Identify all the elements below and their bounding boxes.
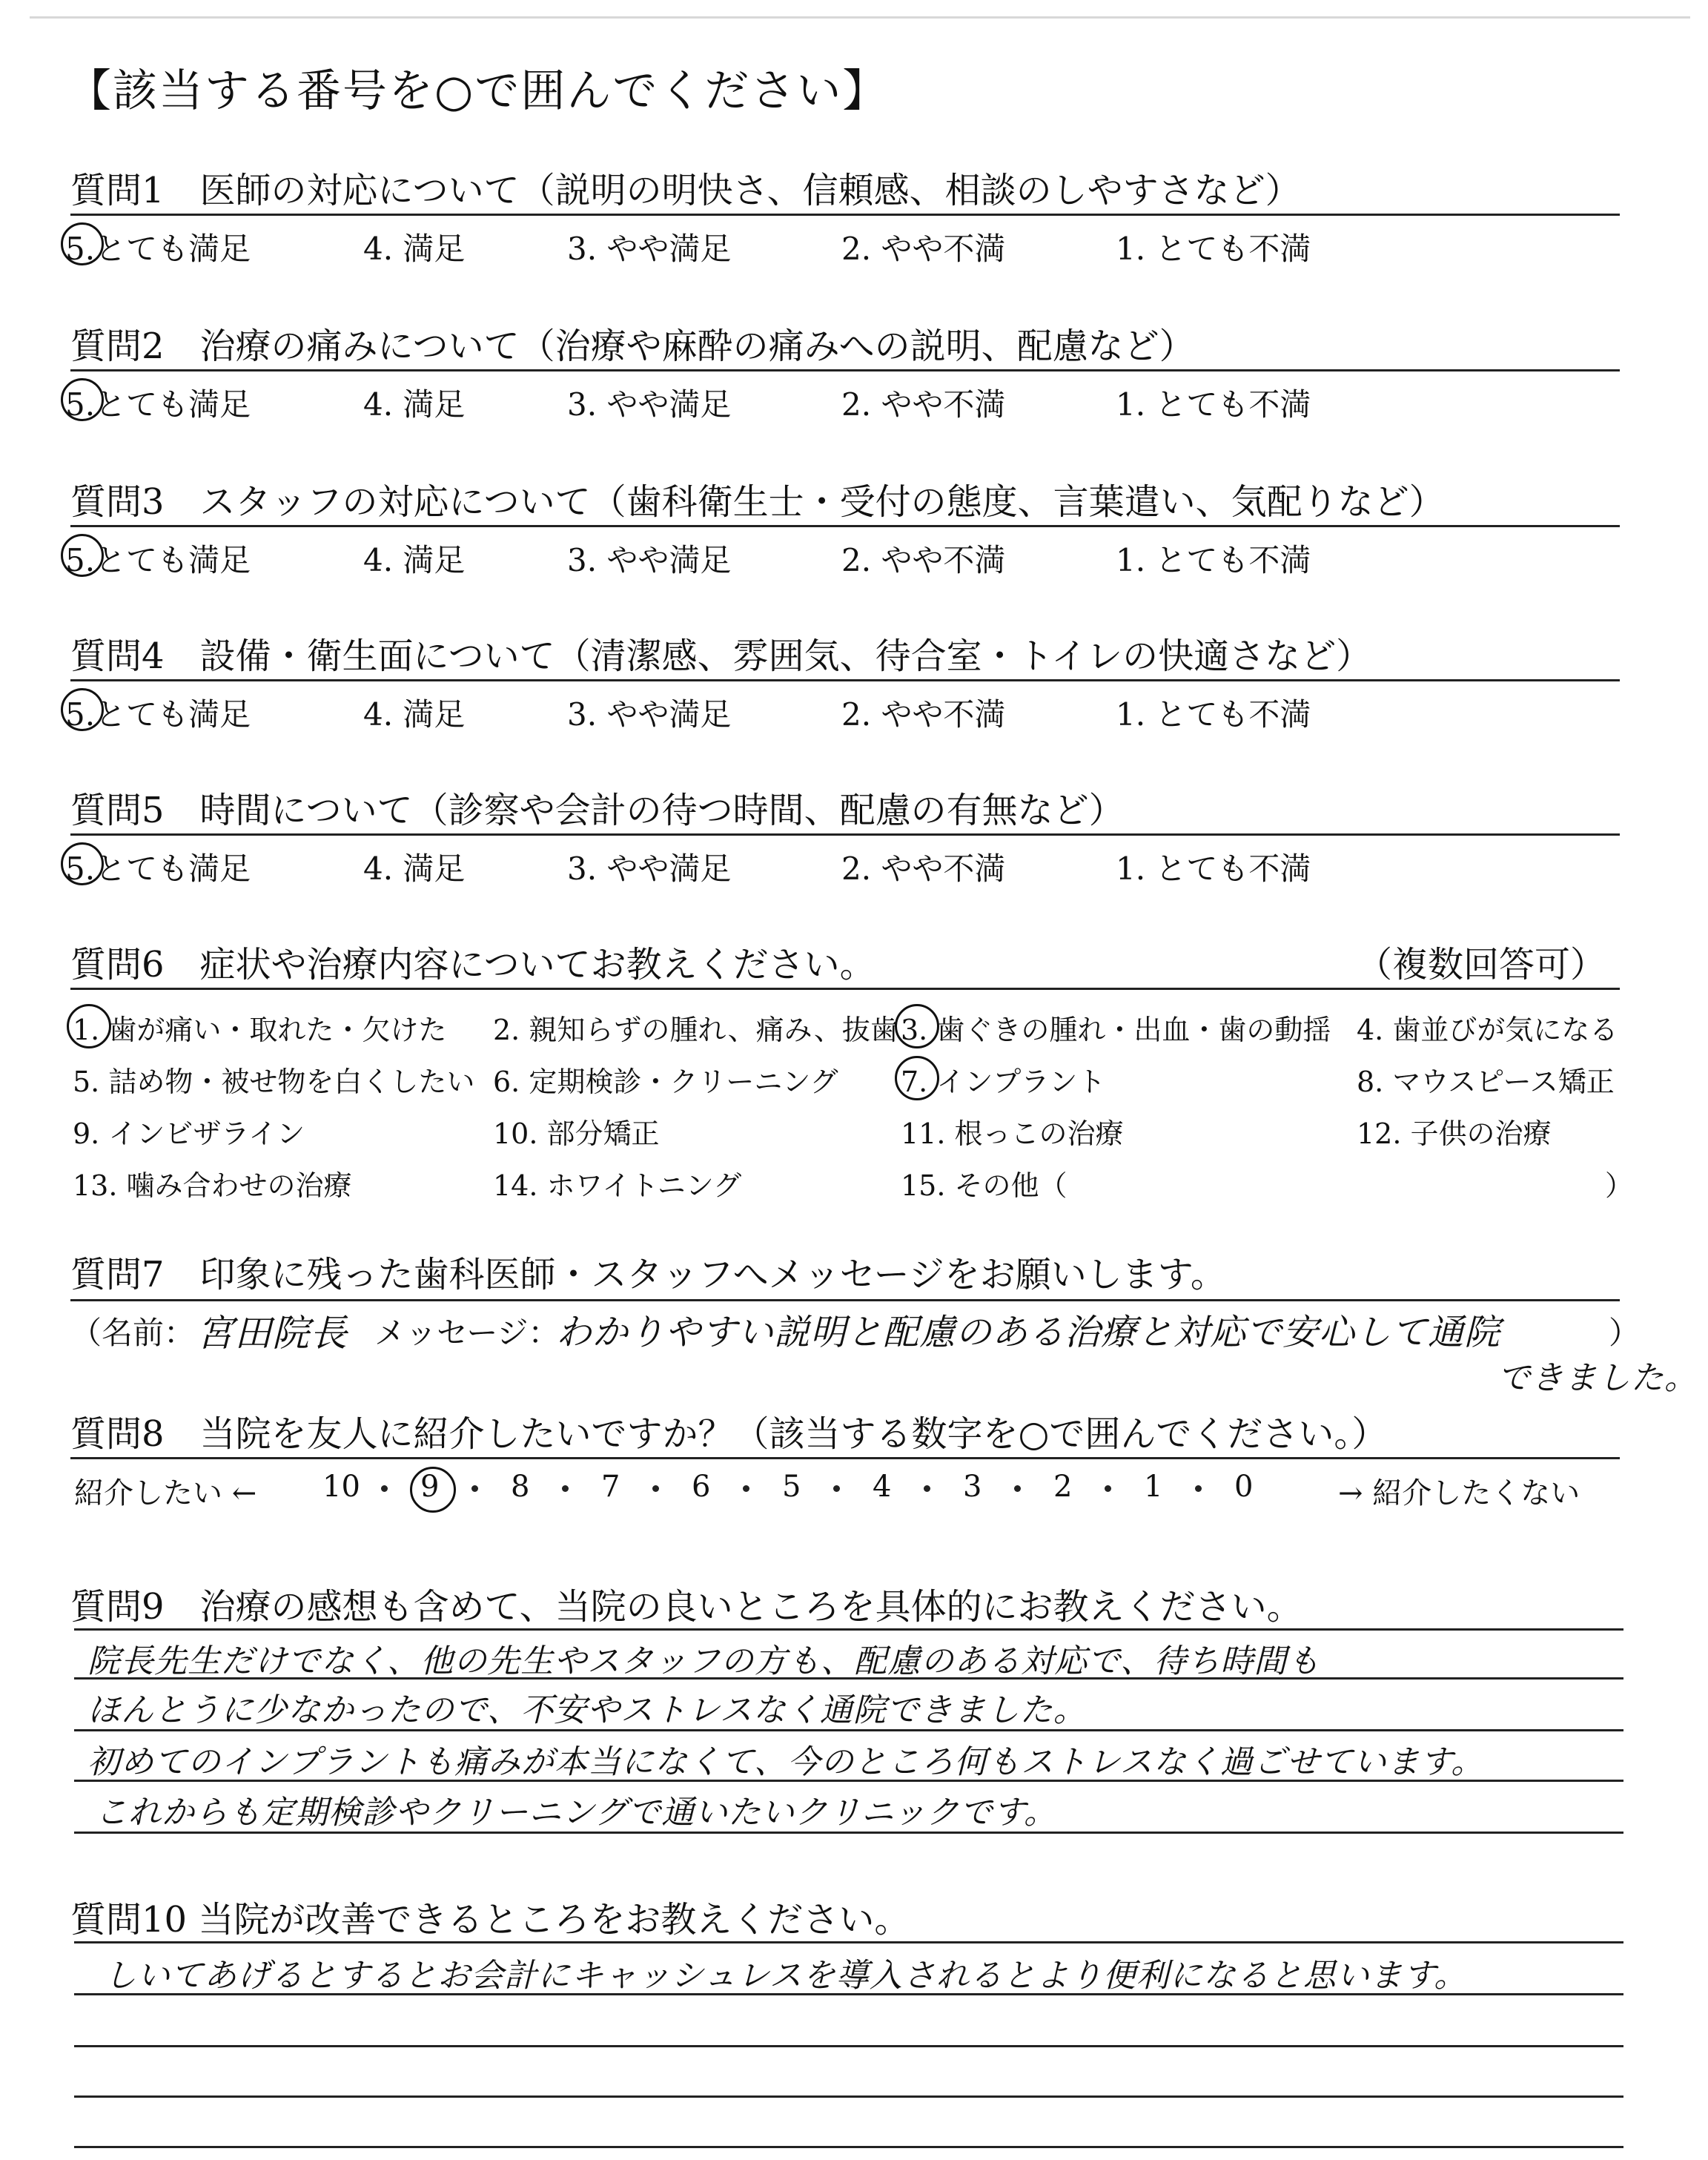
q3-title: 質問3 スタッフの対応について（歯科衛生士・受付の態度、言葉遣い、気配りなど）	[70, 481, 1445, 523]
q2-title: 質問2 治療の痛みについて（治療や麻酔の痛みへの説明、配慮など）	[70, 326, 1195, 367]
q10-answer-line: しいてあげるとするとお会計にキャッシュレスを導入されるとより便利になると思います。	[104, 1957, 1468, 1995]
q7-name-value: 宮田院長	[196, 1312, 348, 1355]
q6-option-6[interactable]: 6. 定期検診・クリーニング	[493, 1066, 838, 1098]
q8-scale-dot	[652, 1485, 659, 1492]
q5-selection-circle	[61, 842, 104, 885]
q8-scale-dot	[743, 1485, 749, 1492]
q6-option-1[interactable]: 1. 歯が痛い・取れた・欠けた	[73, 1014, 447, 1046]
form-header: 【該当する番号を○で囲んでください】	[67, 65, 889, 117]
q4-option-3[interactable]: 3. やや満足	[567, 696, 732, 733]
q9-answer-line: 初めてのインプラントも痛みが本当になくて、今のところ何もストレスなく過ごせています。	[87, 1743, 1485, 1781]
q8-left-label: 紹介したい ←	[74, 1476, 257, 1510]
q8-scale-6[interactable]: 6	[692, 1470, 711, 1504]
q10-rule	[74, 2146, 1623, 2148]
q8-scale-9[interactable]: 9	[420, 1470, 440, 1504]
q8-scale-7[interactable]: 7	[601, 1470, 620, 1504]
q5-option-2[interactable]: 2. やや不満	[841, 851, 1006, 887]
q8-scale-3[interactable]: 3	[963, 1470, 982, 1504]
q3-rule	[70, 525, 1620, 527]
q5-option-5[interactable]: 5.とても満足	[65, 851, 251, 887]
q4-option-2[interactable]: 2. やや不満	[841, 696, 1006, 733]
q4-title: 質問4 設備・衛生面について（清潔感、雰囲気、待合室・トイレの快適さなど）	[70, 635, 1372, 677]
q5-rule	[70, 833, 1620, 836]
q8-scale-1[interactable]: 1	[1144, 1470, 1163, 1504]
q9-title: 質問9 治療の感想も含めて、当院の良いところを具体的にお教えください。	[70, 1586, 1302, 1628]
q8-scale-dot	[924, 1485, 930, 1492]
q10-rule	[74, 2095, 1623, 2098]
q9-answer-line: これからも定期検診やクリーニングで通いたいクリニックです。	[95, 1794, 1057, 1832]
q2-option-1[interactable]: 1. とても不満	[1116, 386, 1311, 423]
q6-option-10[interactable]: 10. 部分矯正	[493, 1117, 660, 1150]
q6-selection-circle	[895, 1056, 939, 1100]
q6-note: （複数回答可）	[1357, 944, 1606, 985]
q9-answer-line: ほんとうに少なかったので、不安やストレスなく通院できました。	[87, 1691, 1087, 1729]
q10-rule	[74, 2045, 1623, 2047]
q8-scale-8[interactable]: 8	[511, 1470, 530, 1504]
q8-scale-0[interactable]: 0	[1234, 1470, 1254, 1504]
q8-scale-dot	[381, 1485, 388, 1492]
q10-rule	[74, 1941, 1623, 1943]
q4-option-5[interactable]: 5.とても満足	[65, 696, 251, 733]
q2-option-5[interactable]: 5.とても満足	[65, 386, 251, 423]
q1-option-1[interactable]: 1. とても不満	[1116, 231, 1311, 267]
q8-selection-circle	[410, 1467, 456, 1513]
q5-option-1[interactable]: 1. とても不満	[1116, 851, 1311, 887]
q7-title: 質問7 印象に残った歯科医師・スタッフへメッセージをお願いします。	[70, 1254, 1226, 1295]
q6-option-9[interactable]: 9. インビザライン	[73, 1117, 305, 1150]
q6-selection-circle	[895, 1004, 939, 1048]
q6-other-close: ）	[1605, 1169, 1634, 1202]
q1-title: 質問1 医師の対応について（説明の明快さ、信頼感、相談のしやすさなど）	[70, 170, 1301, 211]
q1-option-2[interactable]: 2. やや不満	[841, 231, 1006, 267]
q10-title: 質問10 当院が改善できるところをお教えください。	[70, 1899, 910, 1941]
q8-title: 質問8 当院を友人に紹介したいですか？（該当する数字を○で囲んでください。）	[70, 1413, 1388, 1455]
q1-option-4[interactable]: 4. 満足	[363, 231, 466, 267]
q7-close: ）	[1609, 1315, 1641, 1351]
q6-option-11[interactable]: 11. 根っこの治療	[901, 1117, 1124, 1150]
q6-option-5[interactable]: 5. 詰め物・被せ物を白くしたい	[73, 1066, 475, 1098]
q9-answer-line: 院長先生だけでなく、他の先生やスタッフの方も、配慮のある対応で、待ち時間も	[87, 1642, 1321, 1680]
q2-selection-circle	[61, 378, 104, 421]
q5-option-4[interactable]: 4. 満足	[363, 851, 466, 887]
q6-option-8[interactable]: 8. マウスピース矯正	[1357, 1066, 1615, 1098]
q2-option-3[interactable]: 3. やや満足	[567, 386, 732, 423]
q6-option-3[interactable]: 3. 歯ぐきの腫れ・出血・歯の動揺	[901, 1014, 1331, 1046]
q6-option-2[interactable]: 2. 親知らずの腫れ、痛み、抜歯	[493, 1014, 898, 1046]
q7-name-label: （名前：	[70, 1315, 196, 1351]
q6-option-13[interactable]: 13. 噛み合わせの治療	[73, 1169, 352, 1202]
q4-selection-circle	[61, 688, 104, 731]
q8-right-label: → 紹介したくない	[1338, 1476, 1580, 1510]
q2-option-2[interactable]: 2. やや不満	[841, 386, 1006, 423]
q6-rule	[70, 988, 1620, 990]
q7-message-label: メッセージ：	[374, 1315, 560, 1351]
q8-scale-dot	[562, 1485, 569, 1492]
q3-option-2[interactable]: 2. やや不満	[841, 542, 1006, 578]
q8-scale-5[interactable]: 5	[782, 1470, 801, 1504]
q8-scale-dot	[471, 1485, 478, 1492]
q6-option-12[interactable]: 12. 子供の治療	[1357, 1117, 1552, 1150]
q4-option-1[interactable]: 1. とても不満	[1116, 696, 1311, 733]
q6-option-15[interactable]: 15. その他（	[901, 1169, 1068, 1202]
top-border	[30, 16, 1690, 19]
q8-scale-4[interactable]: 4	[873, 1470, 892, 1504]
q3-option-5[interactable]: 5.とても満足	[65, 542, 251, 578]
q1-rule	[70, 214, 1620, 216]
q6-option-4[interactable]: 4. 歯並びが気になる	[1357, 1014, 1618, 1046]
q4-rule	[70, 679, 1620, 681]
q8-scale-dot	[1195, 1485, 1202, 1492]
q1-option-5[interactable]: 5.とても満足	[65, 231, 251, 267]
q1-option-3[interactable]: 3. やや満足	[567, 231, 732, 267]
q3-option-4[interactable]: 4. 満足	[363, 542, 466, 578]
q3-option-1[interactable]: 1. とても不満	[1116, 542, 1311, 578]
q8-scale-dot	[1105, 1485, 1111, 1492]
q8-scale-dot	[1014, 1485, 1021, 1492]
q3-option-3[interactable]: 3. やや満足	[567, 542, 732, 578]
q6-selection-circle	[67, 1004, 111, 1048]
q7-message-cont: できました。	[1497, 1359, 1698, 1397]
q4-option-4[interactable]: 4. 満足	[363, 696, 466, 733]
q7-message-value: わかりやすい説明と配慮のある治療と対応で安心して通院	[556, 1312, 1501, 1353]
q8-scale-dot	[833, 1485, 840, 1492]
q1-selection-circle	[61, 222, 104, 265]
q9-rule	[74, 1628, 1623, 1631]
q7-rule	[70, 1299, 1620, 1301]
q2-option-4[interactable]: 4. 満足	[363, 386, 466, 423]
q2-rule	[70, 369, 1620, 371]
q6-option-7[interactable]: 7. インプラント	[901, 1066, 1106, 1098]
q3-selection-circle	[61, 534, 104, 577]
q5-title: 質問5 時間について（診察や会計の待つ時間、配慮の有無など）	[70, 790, 1125, 831]
q8-scale-10[interactable]: 10	[322, 1470, 360, 1504]
q8-rule	[70, 1457, 1620, 1459]
q8-scale-2[interactable]: 2	[1053, 1470, 1073, 1504]
q6-title: 質問6 症状や治療内容についてお教えください。	[70, 944, 875, 985]
q6-option-14[interactable]: 14. ホワイトニング	[493, 1169, 742, 1202]
q5-option-3[interactable]: 3. やや満足	[567, 851, 732, 887]
